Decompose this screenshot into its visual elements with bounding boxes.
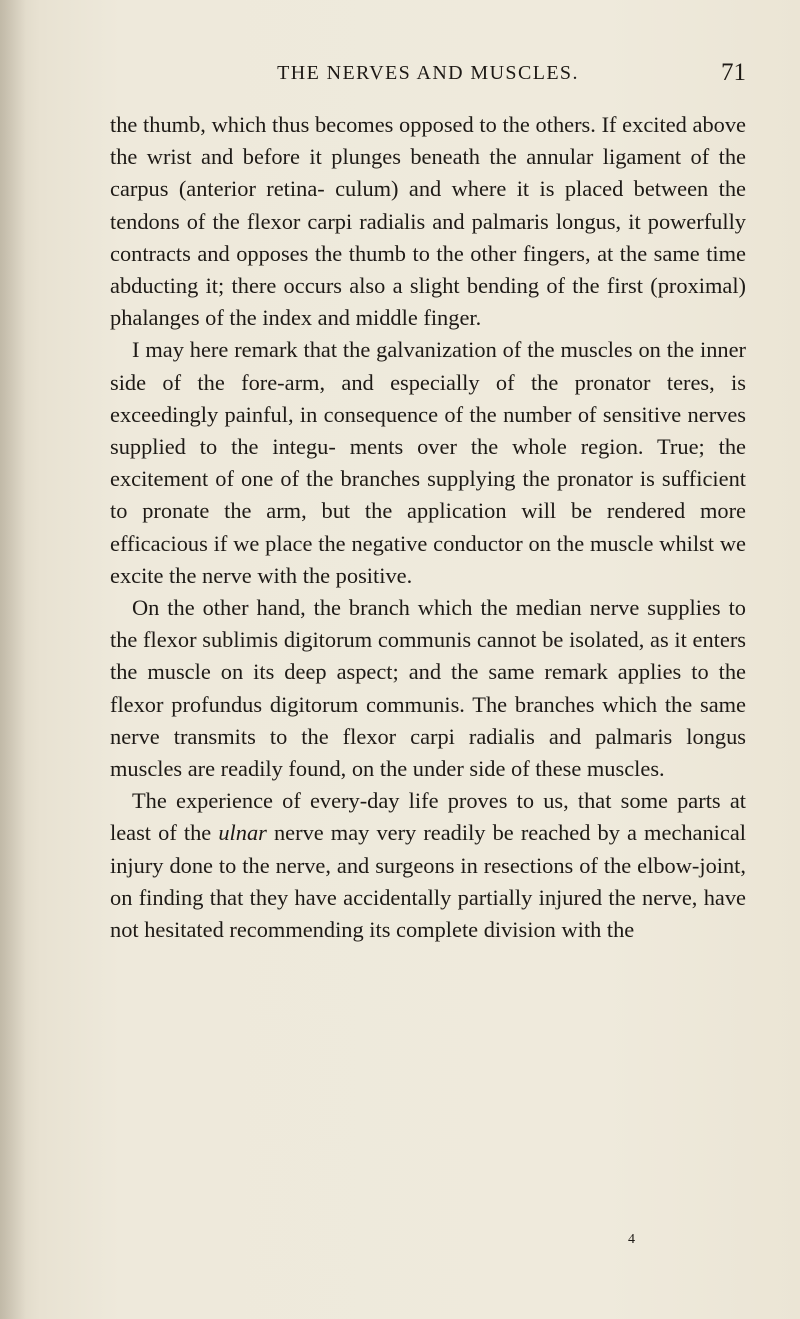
body-text bbox=[110, 109, 746, 946]
paragraph-3: On the other hand, the branch which the median nerve supplies to the flexor sublimis digitorum communis cannot be isolated, as it enters the muscle on its deep aspect; and the same remark applies to the flexor profundus digitorum communis. The branches which the same nerve transmits to the flexor carpi radialis and palmaris longus muscles are readily found, on the under side of these muscles. bbox=[110, 595, 746, 782]
gutter-shadow bbox=[0, 0, 26, 1319]
paragraph-2: I may here remark that the galvanization of the muscles on the inner side of the fore-arm, and especially of the pronator teres, is exceedingly painful, in consequence of the number of sensitive nerves supplied to the integu- ments over the whole region. True; the excitement of one of the branches supplying the pronator is sufficient to pronate the arm, but the application will be rendered more efficacious if we place the negative conductor on the muscle whilst we excite the nerve with the positive. bbox=[110, 337, 746, 588]
page-header bbox=[110, 58, 746, 88]
page-number: 71 bbox=[721, 59, 746, 86]
italic-term-ulnar: ulnar bbox=[218, 820, 267, 846]
paragraph-1: the thumb, which thus becomes opposed to the others. If excited above the wrist and before it plunges beneath the annular ligament of the carpus (anterior retina- culum) and where it is placed between the tendons of the flexor carpi radialis and palmaris longus, it powerfully contracts and opposes the thumb to the other fingers, at the same time abducting it; there occurs also a slight bending of the first (proximal) phalanges of the index and middle finger. bbox=[110, 112, 746, 331]
signature-mark: 4 bbox=[628, 1232, 635, 1247]
paragraph-4-start: The experience of every-day life proves to us, that some parts at least of the bbox=[110, 788, 746, 846]
running-title: THE NERVES AND MUSCLES. bbox=[277, 62, 579, 84]
paragraph-4 bbox=[110, 785, 746, 946]
paragraph-4-end: nerve may very readily be reached by a mechanical injury done to the nerve, and surgeons in resections of the elbow-joint, on finding that they have accidentally partially injured the nerve, have not hesitated recommending its complete division with the bbox=[110, 820, 746, 943]
